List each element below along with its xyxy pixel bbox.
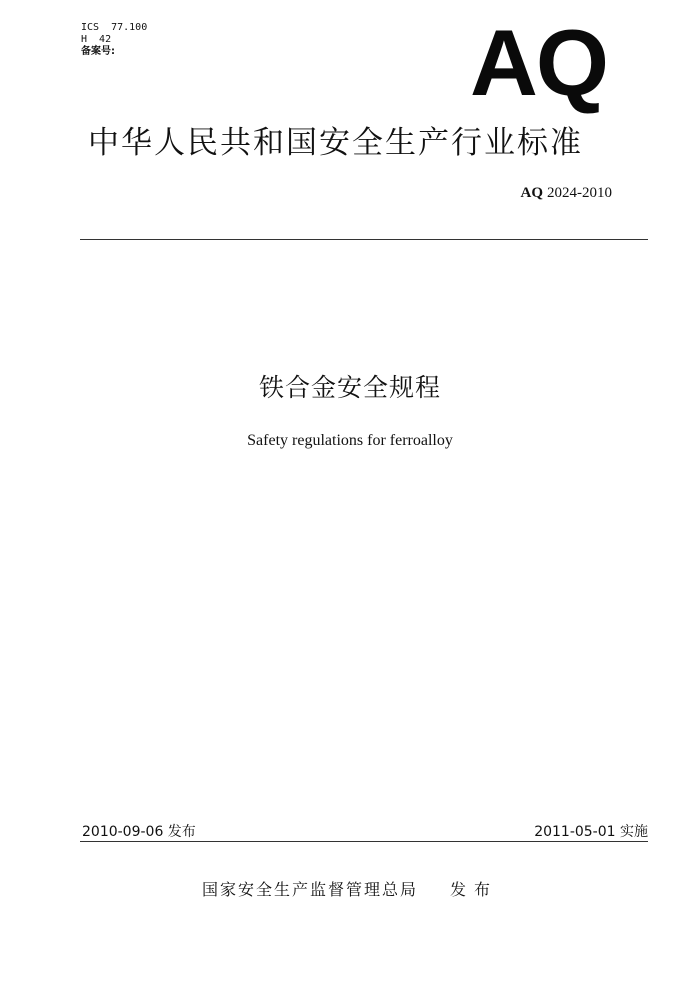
issuer-action: 发布 [450, 880, 499, 899]
document-title-chinese: 铁合金安全规程 [258, 373, 441, 402]
record-number-label: 备案号: [81, 46, 115, 57]
implementation-date: 2011-05-01 实施 [534, 824, 648, 840]
metadata-block [81, 22, 147, 58]
document-title-english: Safety regulations for ferroalloy [247, 432, 453, 449]
aq-logo: AQ [470, 10, 607, 115]
standard-code: 2024-2010 [547, 185, 612, 201]
issuer-name: 国家安全生产监督管理总局 [201, 880, 418, 899]
issue-date: 2010-09-06 发布 [82, 824, 196, 840]
classification-code: H 42 [81, 34, 112, 45]
header-divider [80, 239, 648, 240]
page-title: 中华人民共和国安全生产行业标准 [88, 125, 583, 161]
footer-divider [80, 841, 648, 842]
standard-number [521, 185, 613, 202]
ics-code: ICS 77.100 [81, 22, 148, 33]
issuer-line [0, 877, 700, 900]
standard-prefix: AQ [520, 185, 543, 201]
